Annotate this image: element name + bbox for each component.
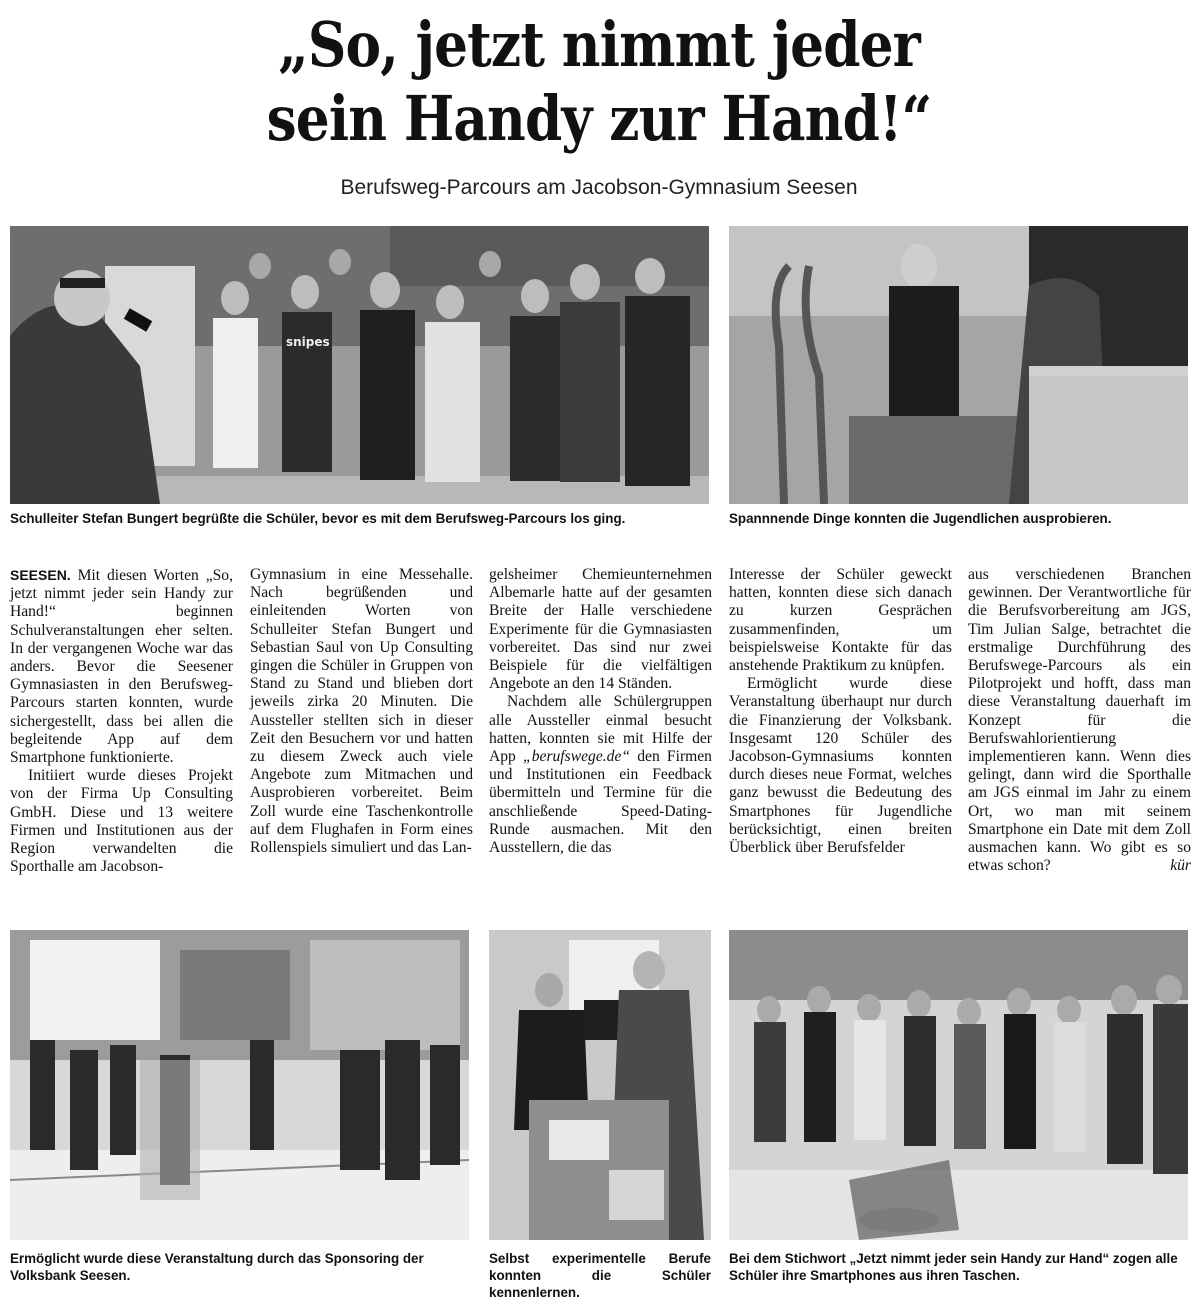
paragraph: den Firmen und Institutionen ein Feedback übermitteln und Termine für die anschließende Speed-Dating-Runde ausmachen. Mit den Ausstellern, die das [489,748,712,857]
article-column-3 [489,566,712,857]
author-signature: kür [1170,857,1191,875]
article-column-4 [729,566,952,857]
paragraph: Initiiert wurde dieses Projekt von der Firma Up Consulting GmbH. Diese und 13 weitere Firmen und Institutionen aus der Region verwandelten die Sporthalle am Jacobson- [10,767,233,876]
paragraph: Ermöglicht wurde diese Veranstaltung überhaupt nur durch die Finanzierung der Volksbank. Insgesamt 120 Schüler des Jacobson-Gymnasiums konnten durch dieses neue Format, welches ganz bewusst die Bedeutung des Smartphones für Jugendliche berücksichtigt, einen breiten Überblick über Berufsfelder [729,675,952,857]
paragraph: Gymnasium in eine Messehalle. Nach begrüßenden und einleitenden Worten von Schulleiter Stefan Bungert und Sebastian Saul von Up Consulting gingen die Schüler in Gruppen von Stand zu Stand und blieben dort jeweils zirka 20 Minuten. Die Aussteller stellten sich in dieser Zeit den Besuchern vor und hatten zu diesem Zweck auch viele Angebote zum Mitmachen und Ausprobieren vorbereitet. Beim Zoll wurde eine Taschenkontrolle auf dem Flughafen in Form eines Rollenspiels simuliert und das Lan- [250,566,473,857]
app-name: „berufswege.de“ [523,748,631,766]
paragraph: aus verschiedenen Branchen gewinnen. Der Verantwortliche für die Berufsvorbereitung am JGS, Tim Julian Salge, betrachtet die erstmalige Durchführung des Berufswege-Parcours als ein Pilotprojekt und hofft, dass man diese Veranstaltung dauerhaft im Konzept für die Berufswahlorientierung implementieren kann. Wenn dies gelingt, dann wird die Sporthalle am JGS einmal im Jahr zu einem Ort, wo man mit seinem Smartphone ein Date mit dem Zoll ausmachen kann. Wo gibt es so etwas schon? [968,566,1191,875]
dateline: SEESEN. [10,567,71,583]
article-column-2 [250,566,473,857]
photo-experiments [489,930,711,1240]
photo-students-smartphones [729,930,1188,1240]
photo-principal-speech [10,226,709,504]
paragraph: Mit diesen Worten „So, jetzt nimmt jeder sein Handy zur Hand!“ beginnen Schulveranstaltungen eher selten. In der vergangenen Woche war das anders. Bevor die Seesener Gymnasiasten in den Berufsweg-Parcours starten konnten, wurde sichergestellt, dass bei allen die begleitende App auf dem Smartphone funktionierte. [10,567,233,767]
photo-sports-hall [10,930,469,1240]
article-column-5 [968,566,1191,875]
caption-photo-3: Ermöglicht wurde diese Veranstaltung durch das Sponsoring der Volksbank Seesen. [10,1251,424,1283]
paragraph: gelsheimer Chemieunternehmen Albemarle hatte auf der gesamten Breite der Halle verschiedene Experimente für die Gymnasiasten vorbereitet. Das sind nur zwei Beispiele für die vielfältigen Angebote an den 14 Ständen. [489,566,712,693]
caption-photo-4: Selbst experimentelle Berufe konnten die Schüler kennenlernen. [489,1251,711,1300]
photo-exhibitor-stand [729,226,1188,504]
article-column-1 [10,566,233,876]
paragraph: Interesse der Schüler geweckt hatten, konnten diese sich danach zu kurzen Gesprächen zusammenfinden, um beispielsweise Kontakte für das anstehende Praktikum zu knüpfen. [729,566,952,675]
shirt-print-snipes: snipes [286,335,330,349]
headline [84,8,1114,156]
headline-line-2: sein Handy zur Hand!“ [266,82,932,155]
paragraph: Nachdem alle Schülergruppen alle Aussteller einmal besucht hatten, konnten sie mit Hilfe der App [489,693,712,766]
subheadline: Berufsweg-Parcours am Jacobson-Gymnasium Seesen [340,176,858,199]
caption-photo-2: Spannnende Dinge konnten die Jugendlichen ausprobieren. [729,511,1112,526]
caption-photo-1: Schulleiter Stefan Bungert begrüßte die Schüler, bevor es mit dem Berufsweg-Parcours los ging. [10,511,626,526]
caption-photo-5: Bei dem Stichwort „Jetzt nimmt jeder sein Handy zur Hand“ zogen alle Schüler ihre Smartphones aus ihren Taschen. [729,1251,1178,1283]
headline-line-1: „So, jetzt nimmt jeder [278,8,920,81]
